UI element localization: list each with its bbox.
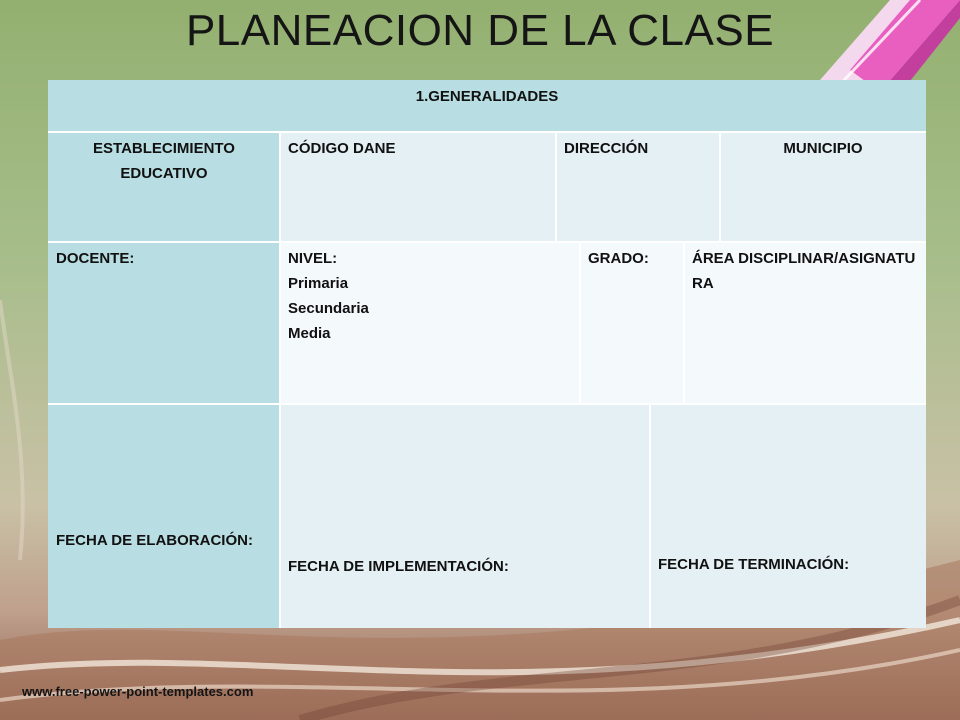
grado-cell: GRADO: bbox=[580, 242, 684, 404]
codigo-dane-cell: CÓDIGO DANE bbox=[280, 132, 556, 242]
table-divider bbox=[555, 132, 557, 242]
generalidades-table bbox=[48, 80, 926, 628]
fecha-terminacion-cell: FECHA DE TERMINACIÓN: bbox=[650, 404, 926, 628]
fecha-elaboracion-cell: FECHA DE ELABORACIÓN: bbox=[48, 404, 280, 628]
area-asignatura-cell: ÁREA DISCIPLINAR/ASIGNATU RA bbox=[684, 242, 926, 404]
table-divider bbox=[48, 131, 926, 133]
table-divider bbox=[719, 132, 721, 242]
establecimiento-educativo-cell: ESTABLECIMIENTO EDUCATIVO bbox=[48, 132, 280, 242]
table-divider bbox=[683, 242, 685, 404]
nivel-option-primaria: Primaria bbox=[288, 275, 349, 292]
table-header: 1.GENERALIDADES bbox=[48, 80, 926, 132]
docente-cell: DOCENTE: bbox=[48, 242, 280, 404]
page-title: PLANEACION DE LA CLASE bbox=[185, 6, 775, 55]
fecha-implementacion-cell: FECHA DE IMPLEMENTACIÓN: bbox=[280, 404, 650, 628]
table-divider bbox=[279, 132, 281, 628]
table-divider bbox=[48, 403, 926, 405]
nivel-option-media: Media bbox=[288, 325, 331, 342]
nivel-cell bbox=[280, 242, 580, 404]
table-divider bbox=[579, 242, 581, 404]
direccion-cell: DIRECCIÓN bbox=[556, 132, 720, 242]
table-divider bbox=[649, 404, 651, 628]
nivel-option-secundaria: Secundaria bbox=[288, 300, 369, 317]
footer-url: www.free-power-point-templates.com bbox=[22, 684, 254, 699]
municipio-cell: MUNICIPIO bbox=[720, 132, 926, 242]
table-divider bbox=[48, 241, 926, 243]
nivel-label: NIVEL: bbox=[288, 250, 338, 267]
